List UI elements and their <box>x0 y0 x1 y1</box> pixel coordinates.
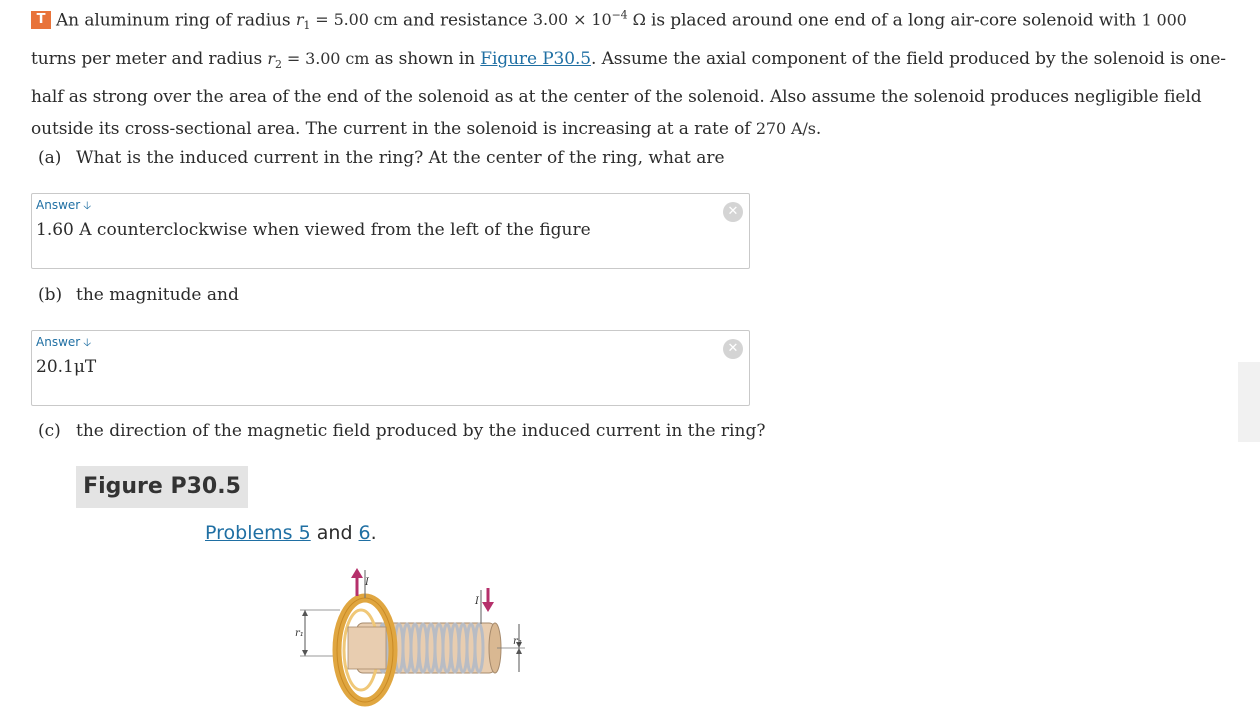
rate-value: 270 A/s <box>755 118 816 138</box>
problem-text-3: is placed around one end of a long air-core solenoid with <box>645 10 1142 31</box>
part-c-question <box>38 421 765 441</box>
part-a-text: What is the induced current in the ring? At the center of the ring, what are <box>76 148 725 168</box>
problem-text-6: . Assume the axial component of the field produced by the solenoid is one-half as strong over the area of the end of the solenoid as at the center of the solenoid. Also assume the solenoid produces negligible field outside its cross-sectional area. The current in the solenoid is increasing at a rate of <box>31 48 1226 139</box>
clear-icon[interactable]: ✕ <box>723 202 743 222</box>
problem-tag-badge: T <box>31 11 51 29</box>
arrow-down-icon: 🡣 <box>83 336 92 349</box>
problem-text-7: . <box>815 118 822 139</box>
part-c-text: the direction of the magnetic field produced by the induced current in the ring? <box>76 421 766 441</box>
r1-label: r₁ <box>295 628 304 639</box>
problem-statement <box>31 0 1236 145</box>
current-arrow-up-icon <box>351 568 370 596</box>
problem-6-link[interactable]: 6 <box>358 522 371 544</box>
resistance-expression: $3.00 \times 10^{-4}$ Ω <box>532 9 646 30</box>
r1-expression: $r_1 = 5.00$ cm <box>295 10 398 33</box>
clear-icon[interactable]: ✕ <box>723 339 743 359</box>
part-b-question <box>38 285 239 305</box>
figure-link[interactable]: Figure P30.5 <box>480 48 592 69</box>
answer-value-b: 20.1μT <box>36 357 97 377</box>
problem-text-4: turns per meter and radius <box>31 48 268 69</box>
current-arrow-down-icon <box>474 588 494 612</box>
problems-5-link[interactable]: Problems 5 <box>205 522 311 544</box>
turns-value: 1 000 <box>1141 10 1187 30</box>
current-label-solenoid: I <box>475 596 479 607</box>
answer-box-b[interactable] <box>31 330 750 406</box>
part-a-label: (a) <box>38 148 62 168</box>
problem-text-1: An aluminum ring of radius <box>56 10 296 31</box>
aluminum-ring <box>337 570 393 702</box>
answer-box-a[interactable] <box>31 193 750 269</box>
answer-toggle-b[interactable]: Answer 🡣 <box>36 335 92 349</box>
figure-caption: Problems 5 and 6. <box>205 522 377 544</box>
r2-label: r₂ <box>513 636 522 647</box>
part-c-label: (c) <box>38 421 61 441</box>
r2-dimension <box>497 624 525 672</box>
figure-title: Figure P30.5 <box>76 466 248 508</box>
r2-expression: $r_2 = 3.00$ cm <box>267 48 370 71</box>
solenoid-ring-figure <box>285 560 545 707</box>
side-panel-tab[interactable] <box>1238 362 1260 442</box>
part-b-label: (b) <box>38 285 63 305</box>
current-label-ring: I <box>365 577 369 588</box>
part-b-text: the magnitude and <box>76 285 239 305</box>
part-a-question <box>38 148 725 168</box>
answer-value-a: 1.60 A counterclockwise when viewed from the left of the figure <box>36 220 591 240</box>
problem-text-2: and resistance <box>397 10 533 31</box>
answer-toggle-a[interactable]: Answer 🡣 <box>36 198 92 212</box>
arrow-down-icon: 🡣 <box>83 199 92 212</box>
problem-text-5: as shown in <box>369 48 481 69</box>
